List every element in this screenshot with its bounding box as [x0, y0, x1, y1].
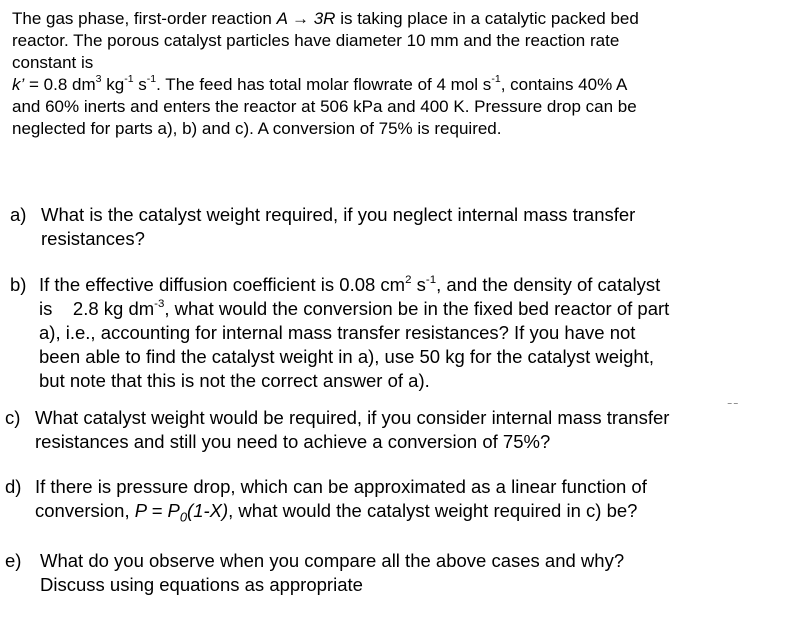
- question-e-line-2: Discuss using equations as appropriate: [40, 574, 363, 595]
- question-d-line-1: If there is pressure drop, which can be approximated as a linear function of: [35, 476, 647, 497]
- question-b-line-3: a), i.e., accounting for internal mass transfer resistances? If you have not: [39, 322, 636, 343]
- question-c-label: c): [5, 407, 21, 428]
- question-a-line-2: resistances?: [41, 228, 145, 249]
- intro-line-1: The gas phase, first-order reaction A → 3R is taking place in a catalytic packed bed: [12, 9, 639, 28]
- question-b-label: b): [10, 274, 27, 295]
- problem-statement: [12, 8, 752, 140]
- question-b-line-5: but note that this is not the correct answer of a).: [39, 370, 430, 391]
- intro-line-5: and 60% inerts and enters the reactor at 506 kPa and 400 K. Pressure drop can be: [12, 97, 637, 116]
- question-b-line-4: been able to find the catalyst weight in a), use 50 kg for the catalyst weight,: [39, 346, 654, 367]
- intro-line-2: reactor. The porous catalyst particles have diameter 10 mm and the reaction rate: [12, 31, 620, 50]
- reaction-equation: A → 3R: [276, 9, 336, 28]
- question-e-line-1: What do you observe when you compare all the above cases and why?: [40, 550, 625, 571]
- question-c-line-1: What catalyst weight would be required, if you consider internal mass transfer: [35, 407, 670, 428]
- intro-line-4: k’ = 0.8 $dm^3$ $kg^{-1}$ $s^{-1}$. The feed has total molar flowrate of 4 mol $s^{-1}$, contains 40% A: [12, 73, 628, 94]
- rate-constant-symbol: k’: [12, 75, 25, 94]
- pressure-equation: $P = P_0(1-X)$: [134, 500, 229, 525]
- question-a-label: a): [10, 204, 27, 225]
- question-a-line-1: What is the catalyst weight required, if you neglect internal mass transfer: [41, 204, 636, 225]
- question-c-line-2: resistances and still you need to achieve a conversion of 75%?: [35, 431, 551, 452]
- intro-line-6: neglected for parts a), b) and c). A conversion of 75% is required.: [12, 119, 502, 138]
- question-e-label: e): [5, 550, 22, 571]
- question-d-label: d): [5, 476, 22, 497]
- question-d-line-2: conversion, $P = P_0(1-X)$, what would the catalyst weight required in c) be?: [35, 500, 638, 525]
- question-b-line-2: is 2.8 kg $dm^{-3}$, what would the conversion be in the fixed bed reactor of part: [39, 297, 670, 319]
- question-b-line-1: If the effective diffusion coefficient is 0.08 $cm^2$ $s^{-1}$, and the density of catalyst: [39, 273, 661, 295]
- scan-mark: ‾ ‾: [728, 403, 738, 414]
- intro-line-3: constant is: [12, 53, 94, 72]
